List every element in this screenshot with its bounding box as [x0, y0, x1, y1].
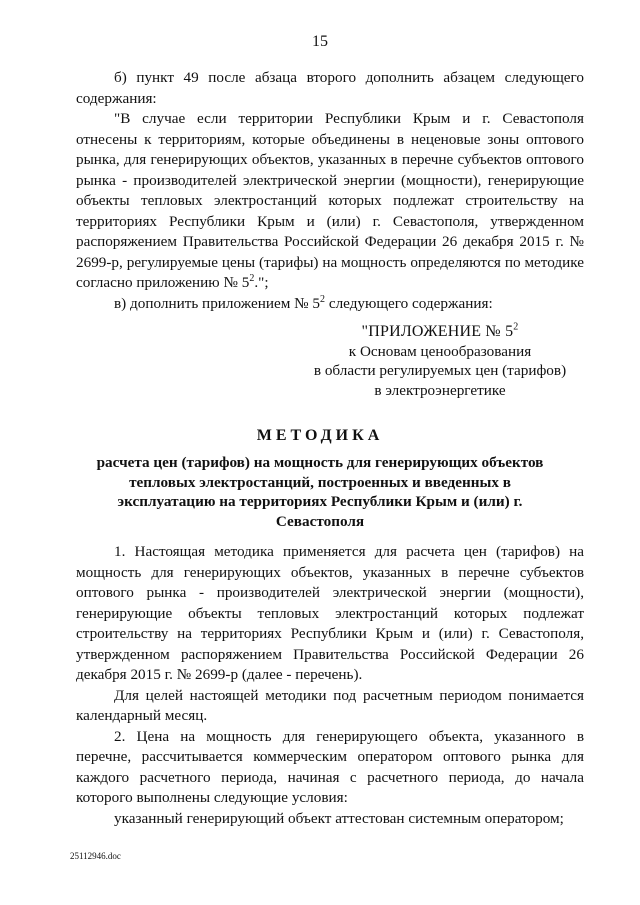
appendix-title — [296, 322, 584, 342]
paragraph-1: 1. Настоящая методика применяется для расчета цен (тарифов) на мощность для генерирующих объектов, указанных в перечне субъектов оптового рынка - производителей электрической энергии (мощности), генерирующие объекты тепловых электростанций которых подлежат строительству на территориях Республики Крым и (или) г. Севастополя, утвержденном распоряжением Правительства Российской Федерации 26 декабря 2015 г. № 2699-р (далее - перечень). — [76, 543, 584, 683]
quoted-text-end: ."; — [254, 274, 269, 291]
quoted-paragraph — [76, 109, 584, 294]
quoted-text: "В случае если территории Республики Крым и г. Севастополя отнесены к территориям, которые объединены в неценовые зоны оптового рынка, для генерирующих объектов, указанных в перечне субъектов оптового рынка - производителей электрической энергии (мощности), генерирующие объекты тепловых электростанций которых подлежат строительству на территориях Республики Крым и (или) г. Севастополя, утвержденном распоряжением Правительства Российской Федерации 26 декабря 2015 г. № 2699-р, регулируемые цены (тарифы) на мощность определяются по методике согласно приложению № 5 — [76, 110, 584, 291]
paragraph-4: указанный генерирующий объект аттестован системным оператором; — [114, 809, 564, 827]
document-subtitle: расчета цен (тарифов) на мощность для генерирующих объектов тепловых электростанций, построенных и введенных в эксплуатацию на территориях Республики Крым и (или) г. Севастополя — [96, 454, 544, 530]
appendix-line: в электроэнергетике — [374, 381, 506, 399]
item-v-text: в) дополнить приложением № 5 — [114, 294, 321, 312]
paragraph-2: Для целей настоящей методики под расчетным периодом понимается календарный месяц. — [76, 686, 584, 724]
document-title: МЕТОДИКА — [256, 427, 384, 444]
appendix-line: к Основам ценообразования — [348, 342, 532, 360]
intro-block — [76, 68, 584, 314]
superscript: 2 — [320, 293, 326, 305]
superscript: 2 — [249, 272, 255, 284]
item-v-paragraph — [76, 294, 584, 315]
appendix-title-text: "ПРИЛОЖЕНИЕ № 5 — [361, 323, 514, 340]
page-number: 15 — [312, 33, 328, 50]
item-b-paragraph: б) пункт 49 после абзаца второго дополнить абзацем следующего содержания: — [76, 69, 584, 107]
appendix-line: в области регулируемых цен (тарифов) — [313, 362, 567, 379]
superscript: 2 — [513, 321, 519, 333]
methodology-body — [76, 542, 584, 829]
paragraph-3: 2. Цена на мощность для генерирующего объекта, указанного в перечне, рассчитывается коммерческим оператором оптового рынка для каждого расчетного периода, начиная с расчетного периода, до начала которого выполнены следующие условия: — [76, 727, 584, 806]
appendix-header — [296, 322, 584, 400]
file-footer: 25112946.doc — [70, 851, 121, 861]
item-v-text-end: следующего содержания: — [325, 294, 493, 312]
